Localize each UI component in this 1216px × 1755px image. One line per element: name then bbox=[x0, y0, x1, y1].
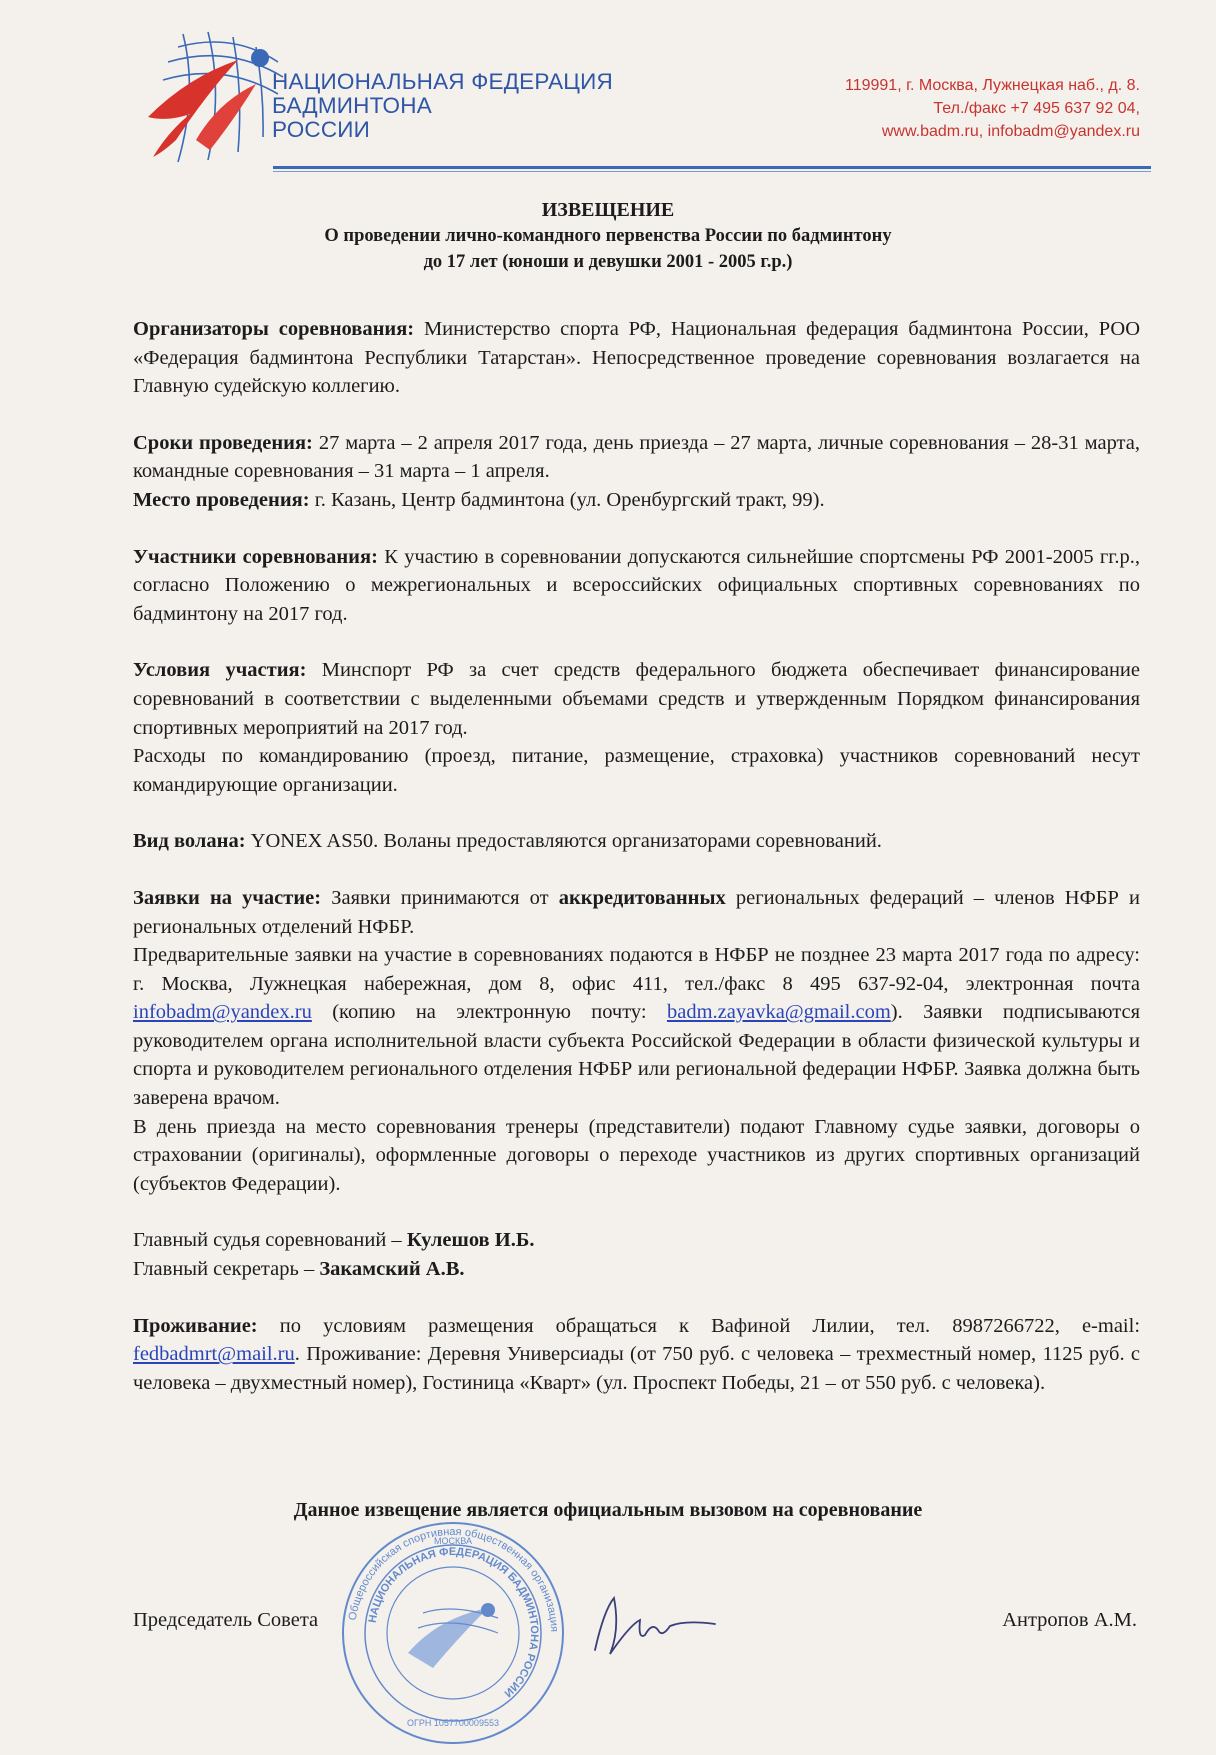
accredited-word: аккредитованных bbox=[558, 886, 726, 909]
official-stamp bbox=[338, 1518, 568, 1748]
signatory-position: Председатель Совета bbox=[133, 1609, 319, 1631]
document-body bbox=[133, 315, 1140, 1397]
stamp-city: МОСКВА bbox=[434, 1536, 472, 1546]
chief-secretary-line bbox=[133, 1255, 1140, 1284]
email-link-infobadm[interactable]: infobadm@yandex.ru bbox=[133, 1001, 312, 1024]
web-and-email: www.badm.ru, infobadm@yandex.ru bbox=[881, 123, 1140, 140]
chief-secretary-label: Главный секретарь – bbox=[133, 1258, 315, 1281]
participants-paragraph bbox=[133, 543, 1140, 629]
preliminary-applications-paragraph bbox=[133, 941, 1140, 1113]
contact-info bbox=[845, 74, 1140, 143]
applications-label: Заявки на участие: bbox=[133, 886, 322, 909]
document-title: ИЗВЕЩЕНИЕ bbox=[541, 199, 675, 221]
accommodation-text-b: . Проживание: Деревня Универсиады (от 750 руб. с человека – трехместный номер, 1125 руб. с человека – двухместный номер), Гостиница «Кварт» (ул. Проспект Победы, 21 – от 550 руб. с человека). bbox=[133, 1343, 1140, 1394]
shuttle-paragraph bbox=[133, 827, 1140, 856]
chief-judge-label: Главный судья соревнований – bbox=[133, 1229, 402, 1252]
venue-paragraph bbox=[133, 486, 1140, 515]
preliminary-text-c: ). Заявки подписываются руководителем органа исполнительной власти субъекта Российской Федерации в области физической культуры и спорта и руководителем регионального отделения НФБР или региональной федерации НФБР. Заявка должна быть заверена врачом. bbox=[133, 1001, 1141, 1110]
shuttle-text: YONEX AS50. Воланы предоставляются организаторами соревнований. bbox=[250, 830, 882, 853]
org-name-line-3: РОССИИ bbox=[272, 117, 371, 142]
organizers-label: Организаторы соревнования: bbox=[133, 318, 415, 340]
preliminary-text-b: (копию на электронную почту: bbox=[332, 1001, 647, 1024]
org-name-line-2: БАДМИНТОНА bbox=[272, 93, 432, 118]
chief-judge-name: Кулешов И.Б. bbox=[406, 1229, 535, 1252]
organizers-text: Министерство спорта РФ, Национальная федерация бадминтона России, РОО «Федерация бадминтона Республики Татарстан». Непосредственное проведение соревнования возлагается на Главную судейскую коллегию. bbox=[133, 318, 1140, 398]
participants-label: Участники соревнования: bbox=[133, 545, 378, 568]
chief-judge-line bbox=[133, 1226, 1140, 1255]
conditions-label: Условия участия: bbox=[133, 659, 307, 682]
conditions-paragraph bbox=[133, 656, 1140, 742]
shuttle-label: Вид волана: bbox=[133, 830, 246, 853]
conditions-text: Минспорт РФ за счет средств федерального бюджета обеспечивает финансирование соревнований в соответствии с выделенными объемами средств и утвержденным Порядком финансирования спортивных мероприятий на 2017 год. bbox=[133, 659, 1140, 739]
stamp-ogrn: ОГРН 1057700009553 bbox=[407, 1718, 499, 1728]
dates-paragraph bbox=[133, 429, 1140, 486]
preliminary-text-a: Предварительные заявки на участие в соревнованиях подаются в НФБР не позднее 23 марта 2017 года по адресу: г. Москва, Лужнецкая набережная, дом 8, офис 411, тел./факс 8 495 637-92-04, электронная почта bbox=[133, 944, 1140, 995]
applications-text-b: региональных федераций – членов НФБР и региональных отделений НФБР. bbox=[133, 886, 1141, 938]
venue-text: г. Казань, Центр бадминтона (ул. Оренбургский тракт, 99). bbox=[314, 488, 825, 511]
handwritten-signature bbox=[590, 1590, 720, 1660]
document-subtitle-line-1: О проведении лично-командного первенства России по бадминтону bbox=[324, 226, 892, 246]
signatory-name: Антропов А.М. bbox=[1002, 1609, 1137, 1631]
dates-label: Сроки проведения: bbox=[133, 431, 313, 454]
phone: Тел./факс +7 495 637 92 04, bbox=[933, 100, 1140, 117]
accommodation-label: Проживание: bbox=[133, 1314, 258, 1337]
stamp-emblem bbox=[408, 1603, 498, 1668]
org-name-line-1: НАЦИОНАЛЬНАЯ ФЕДЕРАЦИЯ bbox=[272, 69, 613, 94]
chief-secretary-name: Закамский А.В. bbox=[319, 1258, 465, 1281]
accommodation-text-a: по условиям размещения обращаться к Вафиной Лилии, тел. 8987266722, e-mail: bbox=[279, 1314, 1141, 1337]
email-link-zayavka[interactable]: badm.zayavka@gmail.com bbox=[666, 1001, 891, 1024]
accommodation-paragraph bbox=[133, 1312, 1140, 1398]
header-divider-thin bbox=[273, 171, 1151, 172]
address: 119991, г. Москва, Лужнецкая наб., д. 8. bbox=[844, 77, 1140, 94]
document-subtitle-line-2: до 17 лет (юноши и девушки 2001 - 2005 г.р.) bbox=[423, 252, 793, 272]
federation-logo bbox=[138, 22, 288, 172]
participants-text: К участию в соревновании допускаются сильнейшие спортсмены РФ 2001-2005 гг.р., согласно Положению о межрегиональных и всероссийских официальных спортивных соревнованиях по бадминтону на 2017 год. bbox=[133, 545, 1141, 625]
email-link-fedbadmrt[interactable]: fedbadmrt@mail.ru bbox=[133, 1343, 295, 1366]
applications-text-a: Заявки принимаются от bbox=[331, 886, 549, 909]
expenses-paragraph: Расходы по командированию (проезд, питание, размещение, страховка) участников соревнований несут командирующие организации. bbox=[133, 745, 1140, 796]
header-divider bbox=[273, 166, 1151, 169]
stamp-outer-text: Общероссийская спортивная общественная организация bbox=[346, 1525, 561, 1633]
arrival-day-paragraph: В день приезда на место соревнования тренеры (представители) подают Главному судье заявки, договоры о страховании (оригиналы), оформленные договоры о переходе участников из других спортивных организаций (субъектов Федерации). bbox=[133, 1115, 1140, 1195]
title-block bbox=[0, 197, 1216, 275]
applications-paragraph bbox=[133, 884, 1140, 941]
organization-name bbox=[272, 70, 613, 142]
official-call-notice: Данное извещение является официальным вызовом на соревнование bbox=[293, 1499, 923, 1521]
dates-text: 27 марта – 2 апреля 2017 года, день приезда – 27 марта, личные соревнования – 28-31 марта, командные соревнования – 31 марта – 1 апреля. bbox=[133, 431, 1140, 483]
venue-label: Место проведения: bbox=[133, 488, 310, 511]
organizers-paragraph bbox=[133, 315, 1140, 401]
stamp-inner-text: НАЦИОНАЛЬНАЯ ФЕДЕРАЦИЯ БАДМИНТОНА РОССИИ bbox=[366, 1545, 541, 1700]
